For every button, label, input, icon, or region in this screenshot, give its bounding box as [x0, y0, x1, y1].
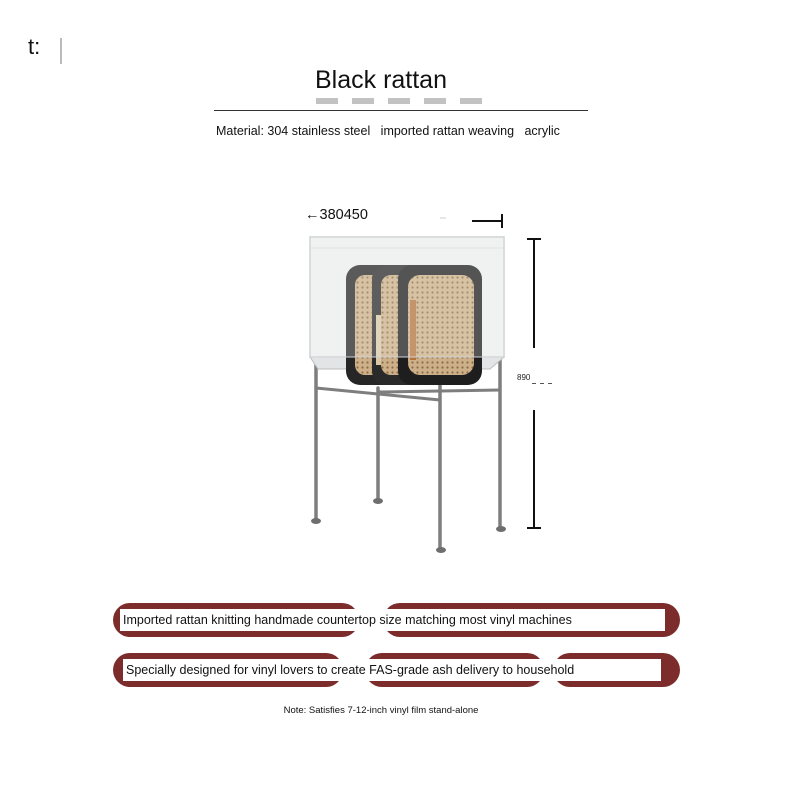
width-dimension-label: ←380450 [305, 207, 368, 223]
feature-text-2: Specially designed for vinyl lovers to create FAS-grade ash delivery to household [123, 659, 661, 681]
footnote: Note: Satisfies 7-12-inch vinyl film stand-alone [283, 705, 479, 716]
feature-text-1: Imported rattan knitting handmade countertop size matching most vinyl machines [120, 609, 665, 631]
page-title: Black rattan [314, 66, 447, 94]
height-dimension-marker [527, 239, 541, 528]
material-description: Material: 304 stainless steel imported rattan weaving acrylic [216, 124, 560, 138]
leg-feet [311, 498, 506, 553]
height-dimension-label: 890 [517, 373, 531, 382]
corner-label: t: [28, 34, 41, 59]
width-dimension-marker [440, 214, 503, 228]
